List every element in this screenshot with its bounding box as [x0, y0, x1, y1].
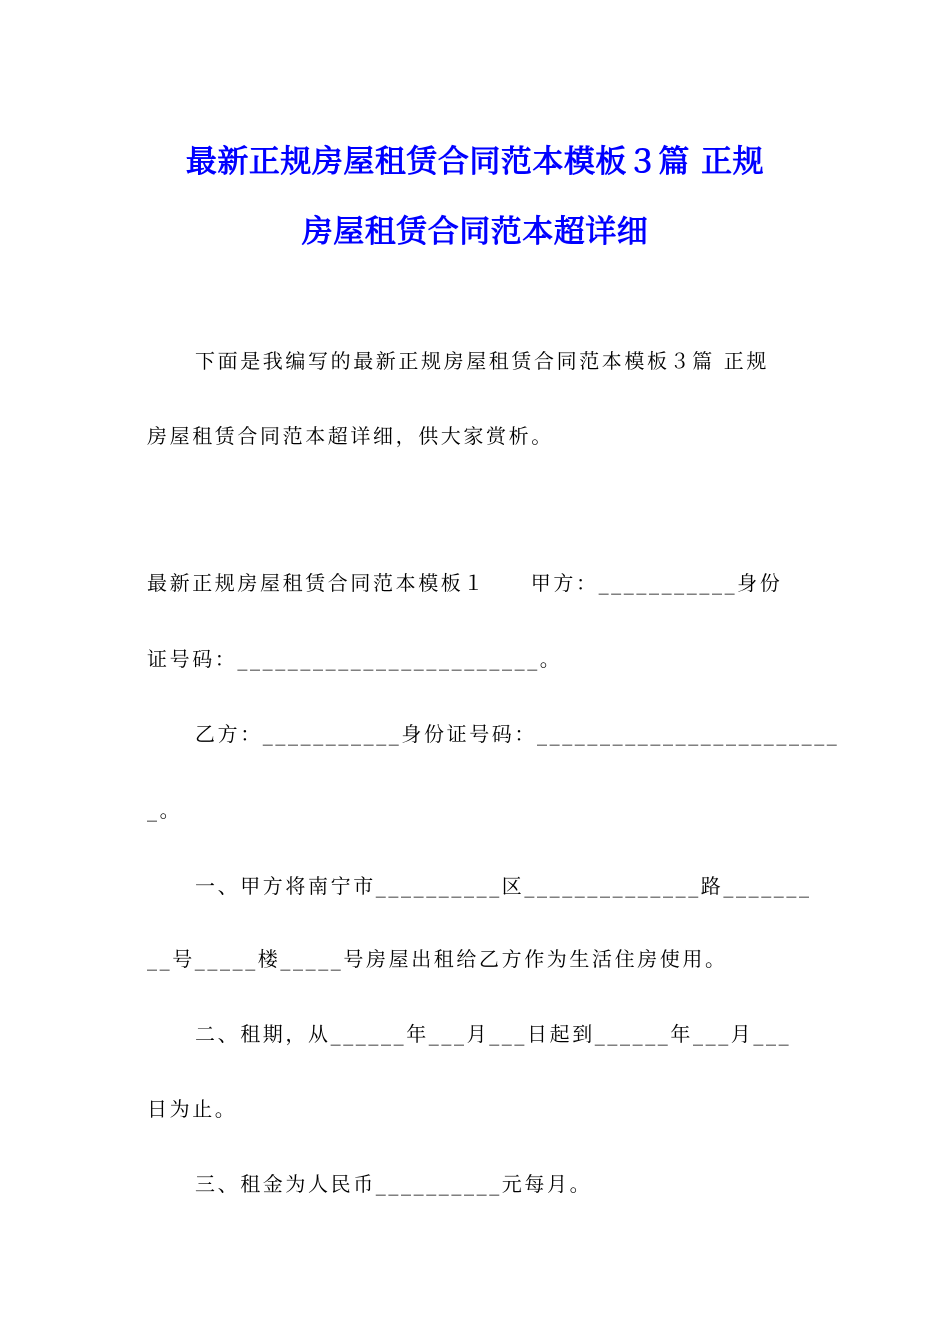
clause-3-line-1: 三、租金为人民币__________元每月。	[195, 1172, 593, 1196]
template-heading-party-a-line: 最新正规房屋租赁合同范本模板１ 甲方：___________身份	[147, 571, 783, 595]
party-a-id-line: 证号码：________________________。	[147, 647, 563, 671]
document-title-line-1: 最新正规房屋租赁合同范本模板３篇 正规	[185, 144, 765, 180]
intro-paragraph-line-2: 房屋租赁合同范本超详细，供大家赏析。	[147, 424, 554, 448]
party-b-line: 乙方：___________身份证号码：________________________	[195, 722, 840, 746]
clause-2-line-2: 日为止。	[147, 1097, 238, 1121]
document-title-line-2: 房屋租赁合同范本超详细	[301, 214, 649, 250]
clause-2-line-1: 二、租期，从______年___月___日起到______年___月___	[195, 1022, 792, 1046]
party-b-continuation-line: _。	[147, 798, 183, 822]
intro-paragraph-line-1: 下面是我编写的最新正规房屋租赁合同范本模板３篇 正规	[195, 349, 769, 373]
clause-1-line-2: __号_____楼_____号房屋出租给乙方作为生活住房使用。	[147, 947, 728, 971]
clause-1-line-1: 一、甲方将南宁市__________区______________路_______	[195, 874, 812, 898]
